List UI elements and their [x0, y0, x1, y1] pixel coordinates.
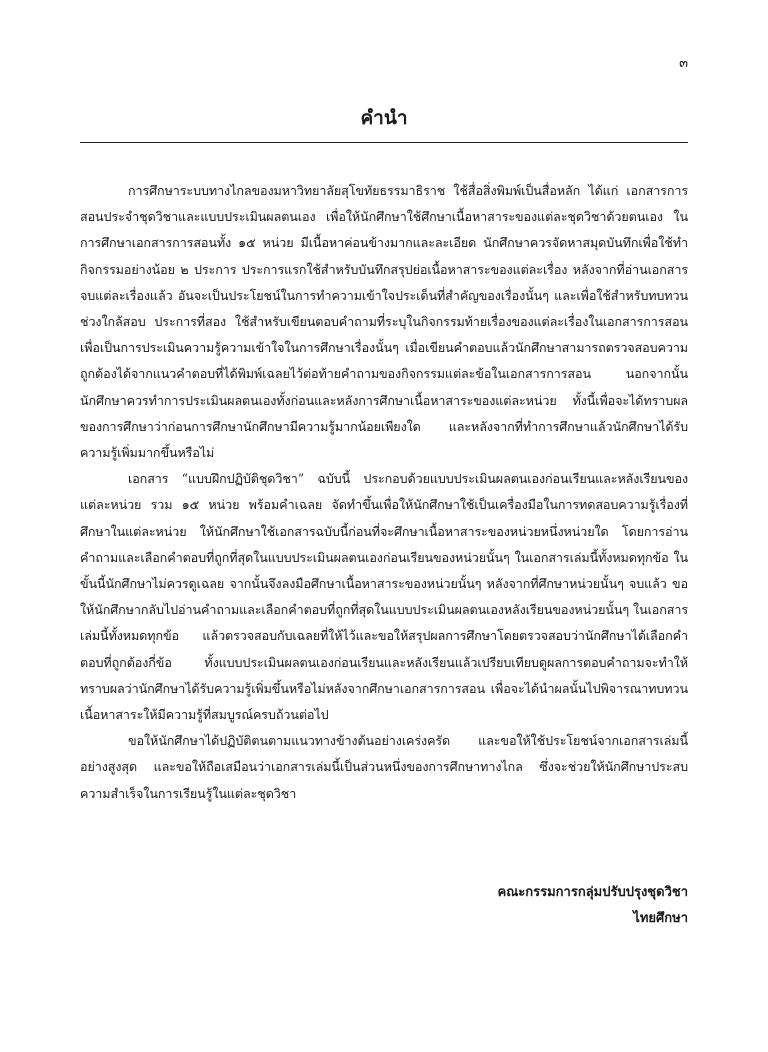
- paragraph-1: การศึกษาระบบทางไกลของมหาวิทยาลัยสุโขทัยธรรมาธิราช ใช้สื่อสิ่งพิมพ์เป็นสื่อหลัก ได้แก่ เอกสารการสอนประจำชุดวิชาและแบบประเมินผลตนเอง เพื่อให้นักศึกษาใช้ศึกษาเนื้อหาสาระของแต่ละชุดวิชาด้วยตนเอง ในการศึกษาเอกสารการสอนทั้ง ๑๕ หน่วย มีเนื้อหาค่อนข้างมากและละเอียด นักศึกษาควรจัดหาสมุดบันทึกเพื่อใช้ทำกิจกรรมอย่างน้อย ๒ ประการ ประการแรกใช้สำหรับบันทึกสรุปย่อเนื้อหาสาระของแต่ละเรื่อง หลังจากที่อ่านเอกสารจบแต่ละเรื่องแล้ว อันจะเป็นประโยชน์ในการทำความเข้าใจประเด็นที่สำคัญของเรื่องนั้นๆ และเพื่อใช้สำหรับทบทวนช่วงใกล้สอบ ประการที่สอง ใช้สำหรับเขียนตอบคำถามที่ระบุในกิจกรรมท้ายเรื่องของแต่ละเรื่องในเอกสารการสอน เพื่อเป็นการประเมินความรู้ความเข้าใจในการศึกษาเรื่องนั้นๆ เมื่อเขียนคำตอบแล้วนักศึกษาสามารถตรวจสอบความถูกต้องได้จากแนวคำตอบที่ได้พิมพ์เฉลยไว้ต่อท้ายคำถามของกิจกรรมแต่ละข้อในเอกสารการสอน นอกจากนั้น นักศึกษาควรทำการประเมินผลตนเองทั้งก่อนและหลังการศึกษาเนื้อหาสาระของแต่ละหน่วย ทั้งนี้เพื่อจะได้ทราบผลของการศึกษาว่าก่อนการศึกษานักศึกษามีความรู้มากน้อยเพียงใด และหลังจากที่ทำการศึกษาแล้วนักศึกษาได้รับความรู้เพิ่มมากขึ้นหรือไม่: [80, 183, 688, 461]
- title-divider: [80, 142, 688, 143]
- paragraph-2: เอกสาร “แบบฝึกปฏิบัติชุดวิชา” ฉบับนี้ ประกอบด้วยแบบประเมินผลตนเองก่อนเรียนและหลังเรียนของแต่ละหน่วย รวม ๑๕ หน่วย พร้อมคำเฉลย จัดทำขึ้นเพื่อให้นักศึกษาใช้เป็นเครื่องมือในการทดสอบความรู้เรื่องที่ศึกษาในแต่ละหน่วย ให้นักศึกษาใช้เอกสารฉบับนี้ก่อนที่จะศึกษาเนื้อหาสาระของหน่วยหนึ่งหน่วยใด โดยการอ่านคำถามและเลือกคำตอบที่ถูกที่สุดในแบบประเมินผลตนเองก่อนเรียนของหน่วยนั้นๆ ในเอกสารเล่มนี้ทั้งหมดทุกข้อ ในขั้นนี้นักศึกษาไม่ควรดูเฉลย จากนั้นจึงลงมือศึกษาเนื้อหาสาระของหน่วยนั้นๆ หลังจากที่ศึกษาหน่วยนั้นๆ จบแล้ว ขอให้นักศึกษากลับไปอ่านคำถามและเลือกคำตอบที่ถูกที่สุดในแบบประเมินผลตนเองหลังเรียนของหน่วยนั้นๆ ในเอกสารเล่มนี้ทั้งหมดทุกข้อ แล้วตรวจสอบกับเฉลยที่ให้ไว้และขอให้สรุปผลการศึกษาโดยตรวจสอบว่านักศึกษาได้เลือกคำตอบที่ถูกต้องกี่ข้อ ทั้งแบบประเมินผลตนเองก่อนเรียนและหลังเรียนแล้วเปรียบเทียบดูผลการตอบคำถามจะทำให้ทราบผลว่านักศึกษาได้รับความรู้เพิ่มขึ้นหรือไม่หลังจากศึกษาเอกสารการสอน เพื่อจะได้นำผลนั้นไปพิจารณาทบทวนเนื้อหาสาระให้มีความรู้ที่สมบูรณ์ครบถ้วนต่อไป: [80, 471, 688, 723]
- paragraph-3: ขอให้นักศึกษาได้ปฏิบัติตนตามแนวทางข้างต้นอย่างเคร่งครัด และขอให้ใช้ประโยชน์จากเอกสารเล่มนี้อย่างสูงสุด และขอให้ถือเสมือนว่าเอกสารเล่มนี้เป็นส่วนหนึ่งของการศึกษาทางไกล ซึ่งจะช่วยให้นักศึกษาประสบความสำเร็จในการเรียนรู้ในแต่ละชุดวิชา: [80, 733, 688, 801]
- signature-block: [498, 880, 688, 932]
- page-number: ๓: [679, 56, 688, 71]
- preface-body: [80, 178, 688, 807]
- signature-committee: คณะกรรมการกลุ่มปรับปรุงชุดวิชา: [497, 885, 688, 900]
- signature-subject: ไทยศึกษา: [633, 911, 688, 926]
- page-title: คำนำ: [360, 107, 408, 129]
